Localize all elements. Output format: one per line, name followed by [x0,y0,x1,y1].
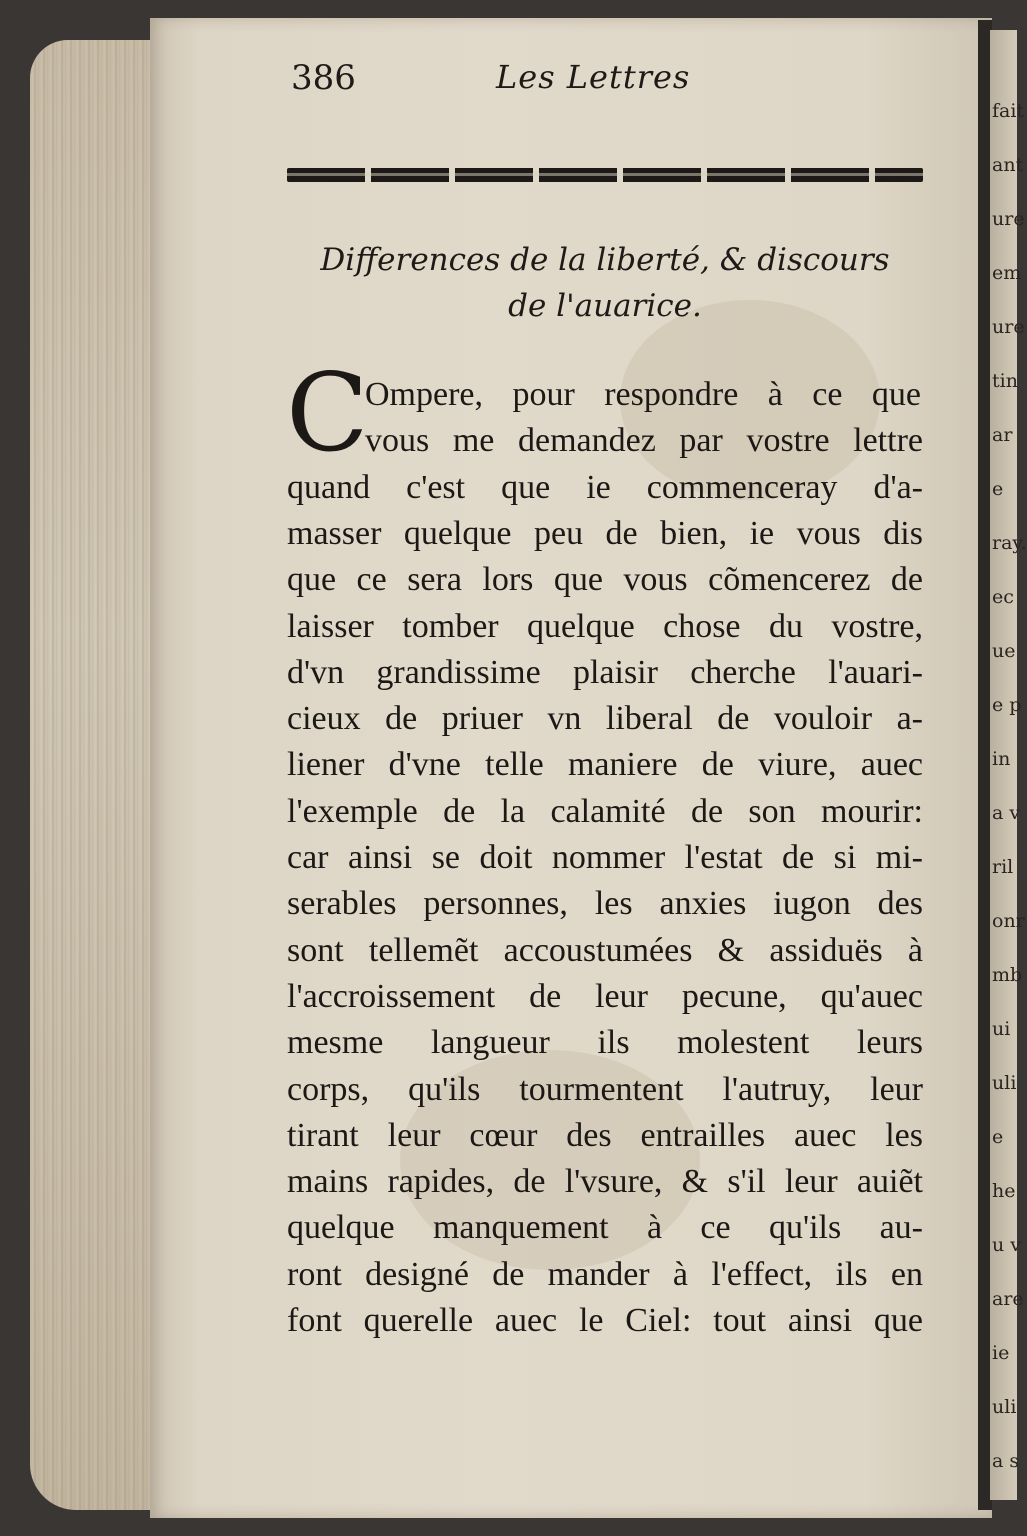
body-line: serables personnes, les anxies iugon des [287,885,923,923]
body-line: mesme langueur ils molestent leurs [287,1024,923,1062]
adjacent-page-fragment: e [992,1126,1004,1148]
body-line: cieux de priuer vn liberal de vouloir a- [287,700,923,738]
adjacent-page-fragment: he [992,1180,1016,1202]
adjacent-page-fragment: u v [992,1234,1022,1256]
body-line: quand c'est que ie commenceray d'a- [287,468,923,506]
adjacent-page-fragment: a s [992,1450,1020,1472]
body-line: mains rapides, de l'vsure, & s'il leur auiẽt [287,1163,923,1201]
adjacent-page-fragment: a v [992,802,1021,824]
body-line: vous me demandez par vostre lettre [365,422,923,460]
running-title: Les Lettres [496,58,691,96]
body-line: font querelle auec le Ciel: tout ainsi que [287,1302,923,1339]
adjacent-page-fragment: tin [992,370,1018,392]
adjacent-page-fragment: onr [992,910,1025,932]
adjacent-page-fragment: ril [992,856,1014,878]
body-line: l'exemple de la calamité de son mourir: [287,792,923,830]
body-line: d'vn grandissime plaisir cherche l'auari- [287,653,923,691]
body-line: tirant leur cœur des entrailles auec les [287,1116,923,1154]
body-line: ront designé de mander à l'effect, ils en [287,1255,923,1293]
page-number: 386 [291,58,356,98]
adjacent-page-sliver [990,30,1027,1500]
adjacent-page-fragment: ui [992,1018,1011,1040]
adjacent-page-fragment: ec [992,586,1014,608]
body-line: Ompere, pour respondre à ce que [365,376,921,413]
adjacent-page-fragment: ure [992,316,1025,338]
adjacent-page-fragment: uli [992,1072,1017,1094]
adjacent-page-fragment: em [992,262,1022,284]
adjacent-page-fragment: e p [992,694,1022,716]
body-line: car ainsi se doit nommer l'estat de si mi- [287,839,923,876]
body-line: masser quelque peu de bien, ie vous dis [287,514,923,552]
adjacent-page-fragment: mb [992,964,1023,986]
adjacent-page-fragment: ant [992,154,1024,176]
body-line: laisser tomber quelque chose du vostre, [287,607,923,645]
drop-cap: C [286,351,369,476]
adjacent-page-fragment: are [992,1288,1024,1310]
section-heading-line-2: de l'auarice. [508,288,702,324]
adjacent-page-fragment: ray. [992,532,1027,554]
adjacent-page-fragment: fait [992,100,1025,122]
adjacent-page-fragment: ie [992,1342,1010,1364]
body-line: liener d'vne telle maniere de viure, auec [287,746,923,784]
adjacent-page-fragment: ure [992,208,1025,230]
section-heading-line-1: Differences de la liberté, & discours [320,242,890,278]
body-line: l'accroissement de leur pecune, qu'auec [287,977,923,1015]
body-line: quelque manquement à ce qu'ils au- [287,1209,923,1247]
ornamental-rule [287,168,923,182]
adjacent-page-fragment: ar [992,424,1013,446]
adjacent-page-fragment: e [992,478,1004,500]
body-line: corps, qu'ils tourmentent l'autruy, leur [287,1070,923,1108]
body-line: que ce sera lors que vous cõmencerez de [287,561,923,599]
body-line: sont tellemẽt accoustumées & assiduës à [287,931,923,969]
adjacent-page-fragment: ue [992,640,1016,662]
adjacent-page-fragment: in [992,748,1011,770]
adjacent-page-fragment: uli [992,1396,1017,1418]
